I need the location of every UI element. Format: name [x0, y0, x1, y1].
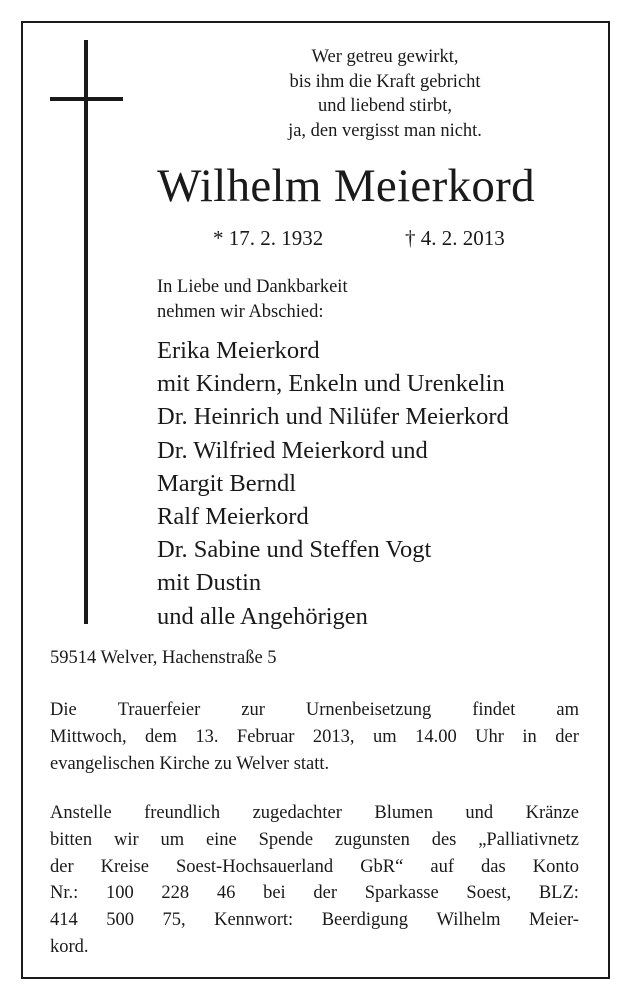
- death-date: † 4. 2. 2013: [405, 226, 505, 250]
- word: des: [431, 829, 457, 850]
- word: Sparkasse: [364, 883, 439, 904]
- mourner: Margit Berndl: [157, 469, 297, 497]
- mourner: und alle Angehörigen: [157, 602, 368, 630]
- birth-date: * 17. 2. 1932: [213, 226, 324, 250]
- word: 75,: [162, 910, 186, 931]
- paragraph-line: evangelischen Kirche zu Welver statt.: [50, 753, 330, 774]
- word: 500: [106, 910, 134, 931]
- word: 228: [161, 883, 190, 904]
- word: Blumen: [374, 803, 433, 823]
- paragraph-line: [50, 827, 579, 854]
- word: Uhr: [475, 726, 504, 747]
- cross-icon: [84, 40, 88, 624]
- mourner: Dr. Wilfried Meierkord und: [157, 436, 428, 464]
- word: Konto: [532, 856, 579, 877]
- word: eine: [205, 829, 237, 850]
- paragraph-line: [50, 697, 579, 724]
- mourner: Dr. Heinrich und Nilüfer Meierkord: [157, 403, 509, 431]
- word: bei: [263, 883, 286, 904]
- word: Die: [50, 700, 77, 720]
- paragraph-line: [50, 907, 579, 934]
- word: 2013,: [312, 726, 355, 747]
- word: BLZ:: [538, 883, 579, 904]
- word: Kreise: [100, 856, 149, 877]
- word: Soest,: [466, 883, 512, 904]
- word: am: [556, 700, 579, 720]
- memorial-poem: [230, 45, 540, 143]
- paragraph-line: [50, 800, 579, 827]
- word: Soest-Hochsauerland: [175, 856, 334, 877]
- word: „Palliativnetz: [478, 829, 579, 850]
- word: Anstelle: [50, 803, 112, 823]
- mourners-list: [157, 334, 509, 633]
- word: zur: [241, 700, 265, 720]
- word: findet: [472, 700, 516, 720]
- paragraph-line: [50, 724, 579, 751]
- word: wir: [113, 829, 139, 850]
- deceased-name: Wilhelm Meierkord: [157, 160, 535, 212]
- mourner: Dr. Sabine und Steffen Vogt: [157, 536, 432, 564]
- word: und: [465, 803, 494, 823]
- word: Mittwoch,: [50, 726, 127, 747]
- word: GbR“: [360, 856, 404, 877]
- paragraph-line: kord.: [50, 936, 89, 957]
- word: um: [160, 829, 185, 850]
- word: 46: [216, 883, 236, 904]
- mourner: mit Dustin: [157, 569, 262, 597]
- word: Meier-: [528, 910, 579, 931]
- word: um: [373, 726, 397, 747]
- word: dem: [145, 726, 177, 747]
- donation-notice: [50, 800, 579, 961]
- cross-icon-bar: [50, 97, 123, 101]
- paragraph-line: [50, 854, 579, 881]
- word: in: [522, 726, 537, 747]
- mourner: mit Kindern, Enkeln und Urenkelin: [157, 370, 505, 398]
- poem-line: und liebend stirbt,: [317, 96, 453, 116]
- word: freundlich: [144, 803, 221, 823]
- family-address: 59514 Welver, Hachenstraße 5: [50, 648, 277, 668]
- word: Beerdigung: [321, 910, 408, 931]
- word: der: [555, 726, 579, 747]
- mourner: Erika Meierkord: [157, 337, 320, 364]
- word: bitten: [50, 829, 93, 850]
- word: 414: [50, 910, 78, 931]
- word: der: [50, 856, 74, 877]
- intro-line: nehmen wir Abschied:: [157, 302, 324, 322]
- word: Kränze: [525, 803, 579, 823]
- word: Trauerfeier: [117, 700, 201, 720]
- word: der: [313, 883, 338, 904]
- word: Februar: [236, 726, 295, 747]
- intro-line: In Liebe und Dankbarkeit: [157, 277, 348, 297]
- word: 13.: [195, 726, 219, 747]
- word: 100: [105, 883, 134, 904]
- word: Nr.:: [50, 883, 79, 904]
- word: zugedachter: [252, 803, 342, 823]
- word: Kennwort:: [214, 910, 294, 931]
- farewell-intro: [157, 275, 348, 325]
- poem-line: bis ihm die Kraft gebricht: [289, 71, 481, 92]
- paragraph-line: [50, 880, 579, 907]
- word: zugunsten: [334, 829, 410, 850]
- word: das: [481, 856, 506, 877]
- word: Wilhelm: [436, 910, 501, 931]
- poem-line: ja, den vergisst man nicht.: [288, 120, 482, 141]
- mourner: Ralf Meierkord: [157, 503, 309, 531]
- word: Spende: [258, 829, 314, 850]
- funeral-notice: [50, 697, 579, 777]
- poem-line: Wer getreu gewirkt,: [311, 47, 459, 67]
- word: 14.00: [415, 726, 457, 747]
- word: Urnenbeisetzung: [305, 700, 432, 720]
- word: auf: [430, 856, 454, 877]
